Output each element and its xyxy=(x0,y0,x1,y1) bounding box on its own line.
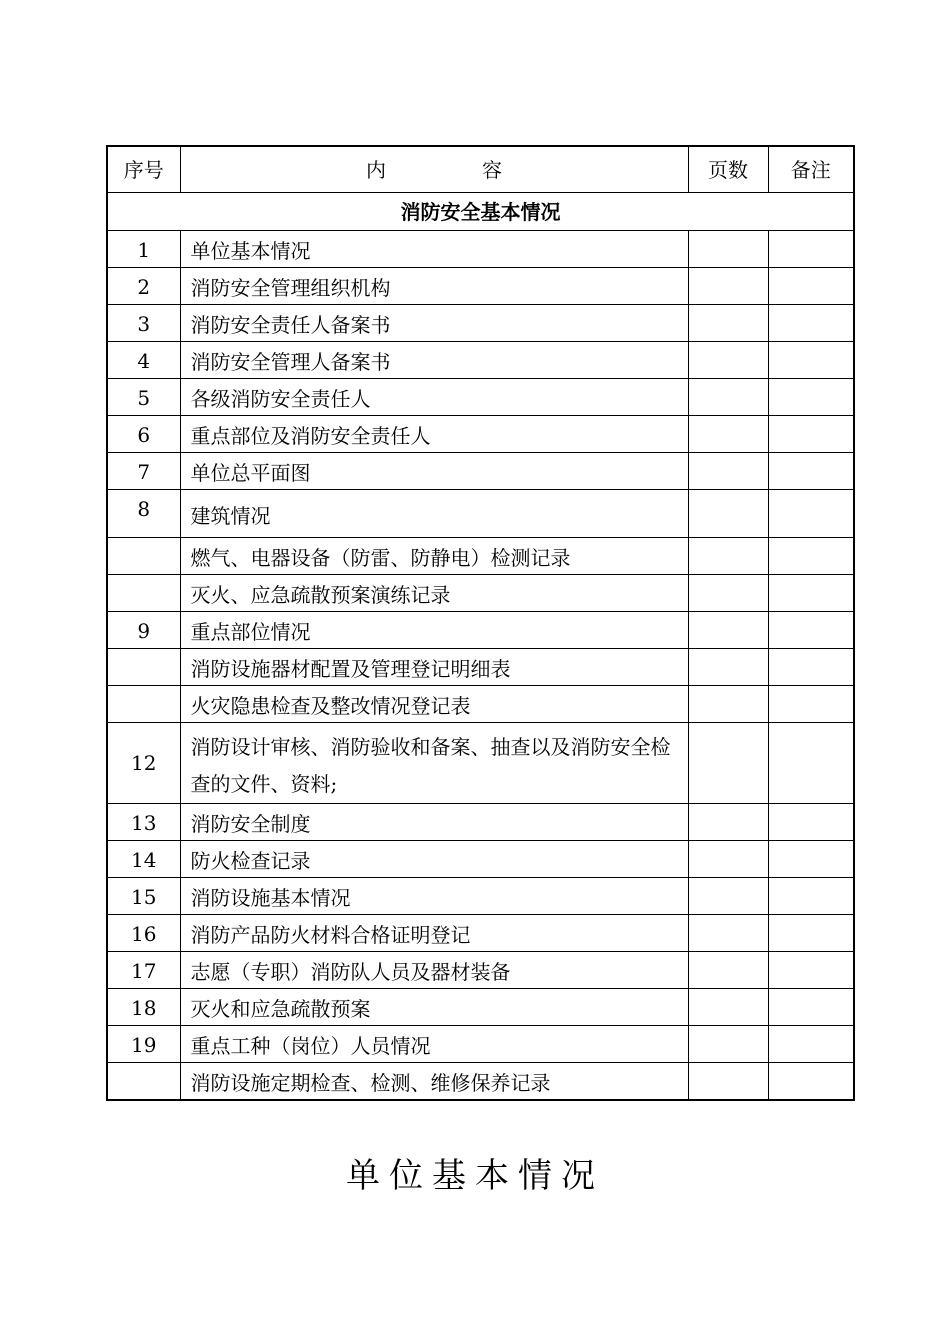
table-row xyxy=(107,723,854,804)
row-content: 消防安全管理组织机构 xyxy=(180,268,688,305)
table-row xyxy=(107,490,854,538)
row-number xyxy=(107,575,180,612)
row-remarks xyxy=(768,416,854,453)
row-content: 消防安全制度 xyxy=(180,804,688,841)
row-remarks xyxy=(768,723,854,804)
row-content: 消防设施基本情况 xyxy=(180,878,688,915)
row-content: 消防产品防火材料合格证明登记 xyxy=(180,915,688,952)
table-row xyxy=(107,952,854,989)
section-title: 消防安全基本情况 xyxy=(107,193,854,231)
row-remarks xyxy=(768,490,854,538)
table-row xyxy=(107,538,854,575)
table-row xyxy=(107,686,854,723)
row-remarks xyxy=(768,453,854,490)
row-remarks xyxy=(768,1026,854,1063)
row-content: 灭火、应急疏散预案演练记录 xyxy=(180,575,688,612)
row-pages xyxy=(688,841,768,878)
row-number: 5 xyxy=(107,379,180,416)
row-content: 消防设施器材配置及管理登记明细表 xyxy=(180,649,688,686)
table-row xyxy=(107,575,854,612)
row-content: 消防设施定期检查、检测、维修保养记录 xyxy=(180,1063,688,1100)
row-pages xyxy=(688,305,768,342)
row-content: 防火检查记录 xyxy=(180,841,688,878)
table-row xyxy=(107,1026,854,1063)
row-number: 13 xyxy=(107,804,180,841)
row-number: 19 xyxy=(107,1026,180,1063)
row-number: 16 xyxy=(107,915,180,952)
header-row xyxy=(107,146,854,193)
row-number: 8 xyxy=(107,490,180,538)
row-pages xyxy=(688,575,768,612)
table-row xyxy=(107,231,854,268)
row-pages xyxy=(688,453,768,490)
row-pages xyxy=(688,231,768,268)
row-pages xyxy=(688,989,768,1026)
row-number: 17 xyxy=(107,952,180,989)
row-content: 单位基本情况 xyxy=(180,231,688,268)
row-pages xyxy=(688,952,768,989)
table-row xyxy=(107,305,854,342)
row-remarks xyxy=(768,538,854,575)
row-number: 6 xyxy=(107,416,180,453)
row-number: 7 xyxy=(107,453,180,490)
row-remarks xyxy=(768,878,854,915)
row-remarks xyxy=(768,575,854,612)
row-remarks xyxy=(768,379,854,416)
row-number: 18 xyxy=(107,989,180,1026)
row-number: 1 xyxy=(107,231,180,268)
table-row xyxy=(107,416,854,453)
row-remarks xyxy=(768,1063,854,1100)
row-pages xyxy=(688,490,768,538)
row-pages xyxy=(688,878,768,915)
row-number xyxy=(107,686,180,723)
row-content: 单位总平面图 xyxy=(180,453,688,490)
header-content: 内 容 xyxy=(180,146,688,193)
row-number: 14 xyxy=(107,841,180,878)
section-row xyxy=(107,193,854,231)
row-content: 消防设计审核、消防验收和备案、抽查以及消防安全检查的文件、资料; xyxy=(180,723,688,804)
row-remarks xyxy=(768,268,854,305)
row-remarks xyxy=(768,804,854,841)
row-number xyxy=(107,538,180,575)
row-number xyxy=(107,649,180,686)
row-number: 9 xyxy=(107,612,180,649)
row-remarks xyxy=(768,952,854,989)
row-number xyxy=(107,1063,180,1100)
row-pages xyxy=(688,379,768,416)
row-pages xyxy=(688,1026,768,1063)
table-row xyxy=(107,989,854,1026)
row-content: 重点部位情况 xyxy=(180,612,688,649)
row-content: 重点工种（岗位）人员情况 xyxy=(180,1026,688,1063)
header-pages: 页数 xyxy=(688,146,768,193)
row-pages xyxy=(688,915,768,952)
row-pages xyxy=(688,416,768,453)
row-number: 3 xyxy=(107,305,180,342)
header-remarks: 备注 xyxy=(768,146,854,193)
table-row xyxy=(107,878,854,915)
row-content: 灭火和应急疏散预案 xyxy=(180,989,688,1026)
row-remarks xyxy=(768,686,854,723)
table-row xyxy=(107,453,854,490)
row-remarks xyxy=(768,649,854,686)
table-row xyxy=(107,841,854,878)
row-pages xyxy=(688,723,768,804)
table-row xyxy=(107,804,854,841)
row-content: 消防安全管理人备案书 xyxy=(180,342,688,379)
row-number: 12 xyxy=(107,723,180,804)
row-pages xyxy=(688,649,768,686)
table-row xyxy=(107,379,854,416)
row-number: 15 xyxy=(107,878,180,915)
row-remarks xyxy=(768,612,854,649)
row-pages xyxy=(688,612,768,649)
table-row xyxy=(107,268,854,305)
row-pages xyxy=(688,686,768,723)
row-pages xyxy=(688,1063,768,1100)
row-remarks xyxy=(768,305,854,342)
row-number: 2 xyxy=(107,268,180,305)
row-remarks xyxy=(768,989,854,1026)
row-remarks xyxy=(768,915,854,952)
row-pages xyxy=(688,804,768,841)
row-remarks xyxy=(768,841,854,878)
table-row xyxy=(107,649,854,686)
row-number: 4 xyxy=(107,342,180,379)
header-seq: 序号 xyxy=(107,146,180,193)
row-remarks xyxy=(768,231,854,268)
row-pages xyxy=(688,342,768,379)
contents-table xyxy=(106,145,855,1101)
row-content: 志愿（专职）消防队人员及器材装备 xyxy=(180,952,688,989)
row-content: 火灾隐患检查及整改情况登记表 xyxy=(180,686,688,723)
table-row xyxy=(107,1063,854,1100)
row-content: 各级消防安全责任人 xyxy=(180,379,688,416)
row-pages xyxy=(688,538,768,575)
table-row xyxy=(107,612,854,649)
row-content: 燃气、电器设备（防雷、防静电）检测记录 xyxy=(180,538,688,575)
row-remarks xyxy=(768,342,854,379)
row-content: 重点部位及消防安全责任人 xyxy=(180,416,688,453)
row-content: 消防安全责任人备案书 xyxy=(180,305,688,342)
table-row xyxy=(107,342,854,379)
table-row xyxy=(107,915,854,952)
row-pages xyxy=(688,268,768,305)
row-content: 建筑情况 xyxy=(180,490,688,538)
bottom-heading: 单位基本情况 xyxy=(346,1156,604,1196)
